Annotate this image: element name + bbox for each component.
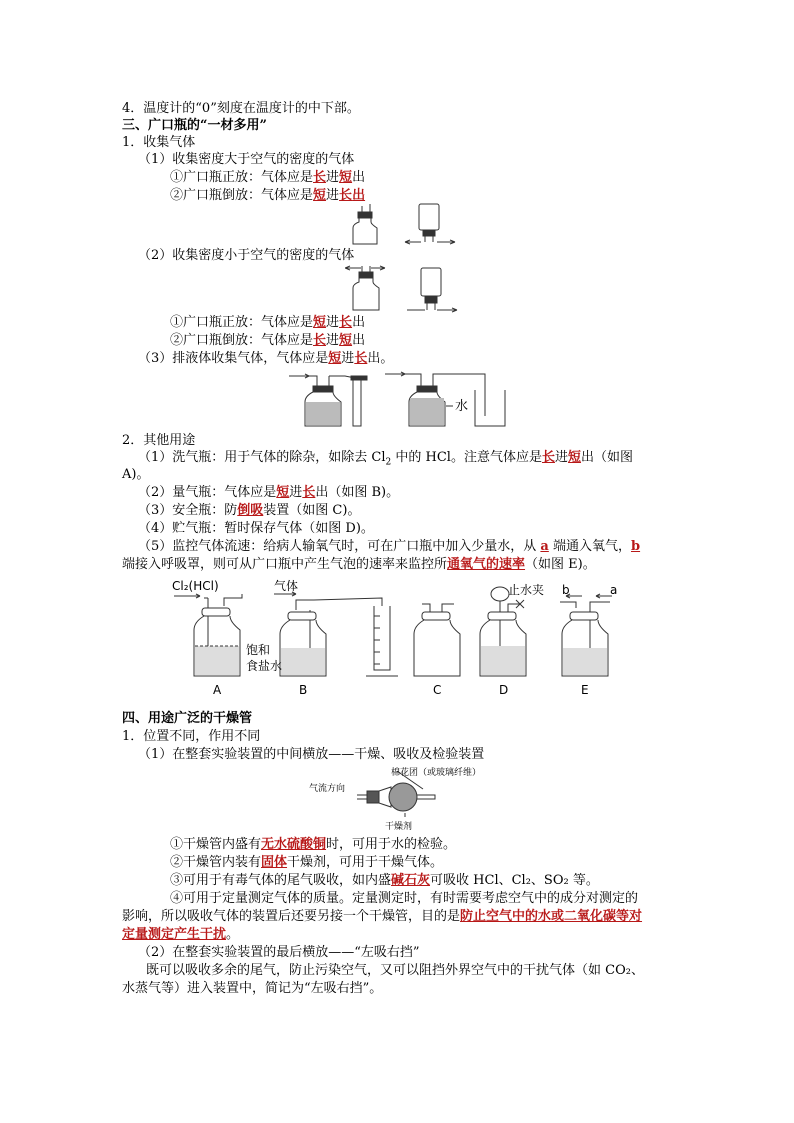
label-gas: 气体 (274, 579, 299, 593)
label-brine-2: 食盐水 (246, 659, 283, 673)
displacement-figure (285, 366, 515, 428)
fig-label-A: A (213, 683, 222, 697)
line-end-2: 水蒸气等）进入装置中，简记为“左吸右挡”。 (122, 981, 383, 996)
label-flow-direction: 气流方向 (309, 784, 346, 794)
line-upright-dense: ①广口瓶正放：气体应是长进短出 (170, 170, 366, 185)
fig-label-D: D (499, 683, 509, 697)
line-inverted-dense: ②广口瓶倒放：气体应是短进长出 (170, 188, 366, 203)
item-safety-bottle: （3）安全瓶：防倒吸装置（如图 C)。 (138, 503, 361, 518)
line-drying-3: ③可用于有毒气体的尾气吸收，如内盛碱石灰可吸收 HCl、Cl₂、SO₂ 等。 (170, 873, 599, 888)
bottle-figure-dense (345, 198, 465, 248)
subsection-position: 1．位置不同，作用不同 (122, 729, 261, 744)
bottle-figure-light (345, 260, 465, 320)
label-b: b (562, 583, 570, 597)
line-drying-1: ①干燥管内盛有无水硫酸铜时，可用于水的检验。 (170, 837, 457, 852)
subsection-other-uses: 2．其他用途 (122, 433, 196, 448)
section-heading-3: 三、广口瓶的“一材多用” (122, 118, 267, 133)
item-lighter-gas: （2）收集密度小于空气的密度的气体 (138, 248, 355, 263)
line-upright-light: ①广口瓶正放：气体应是短进长出 (170, 315, 366, 330)
item-denser-gas: （1）收集密度大于空气的密度的气体 (138, 152, 355, 167)
line-thermometer: 4．温度计的“0”刻度在温度计的中下部。 (122, 101, 360, 116)
item-wash-bottle-cont: A)。 (122, 467, 150, 482)
item-storage-bottle: （4）贮气瓶：暂时保存气体（如图 D)。 (138, 521, 374, 536)
line-drying-4a: ④可用于定量测定气体的质量。定量测定时，有时需要考虑空气中的成分对测定的 (170, 891, 639, 906)
fig-label-B: B (299, 683, 308, 697)
item-middle-horizontal: （1）在整套实验装置的中间横放——干燥、吸收及检验装置 (138, 747, 485, 762)
fig-label-E: E (581, 683, 589, 697)
drying-tube-figure (305, 765, 505, 833)
line-end-1: 既可以吸收多余的尾气，防止污染空气，又可以阻挡外界空气中的干扰气体（如 CO₂、 (146, 963, 644, 978)
subsection-collect-gas: 1．收集气体 (122, 135, 196, 150)
item-wash-bottle: （1）洗气瓶：用于气体的除杂，如除去 $Cl_2$ 中的 HCl。注意气体应是长进短出（如图 (138, 450, 634, 468)
bottle-uses-figure (170, 576, 630, 700)
line-drying-4c: 定量测定产生干扰。 (122, 927, 240, 942)
label-desiccant: 干燥剂 (385, 822, 413, 832)
label-clamp: 止水夹 (508, 583, 545, 597)
item-flow-monitor: （5）监控气体流速：给病人输氧气时，可在广口瓶中加入少量水，从 a 端通入氧气，b (138, 539, 641, 554)
line-drying-2: ②干燥管内装有固体干燥剂，可用于干燥气体。 (170, 855, 444, 870)
item-flow-monitor-cont: 端接入呼吸罩，则可从广口瓶中产生气泡的速率来监控所通氧气的速率（如图 E)。 (122, 557, 596, 572)
item-liquid-displacement: （3）排液体收集气体，气体应是短进长出。 (138, 351, 394, 366)
section-heading-4: 四、用途广泛的干燥管 (122, 711, 253, 726)
water-label: 水 (455, 399, 469, 414)
item-measure-bottle: （2）量气瓶：气体应是短进长出（如图 B)。 (138, 485, 400, 500)
fig-label-C: C (433, 683, 442, 697)
label-a: a (610, 583, 618, 597)
label-cl2-hcl: Cl₂(HCl) (172, 579, 219, 593)
label-cotton: 棉花团（或玻璃纤维） (391, 768, 482, 778)
line-inverted-light: ②广口瓶倒放：气体应是长进短出 (170, 333, 366, 348)
item-end-horizontal: （2）在整套实验装置的最后横放——“左吸右挡” (138, 945, 420, 960)
label-brine-1: 饱和 (246, 643, 271, 657)
line-drying-4b: 影响，所以吸收气体的装置后还要另接一个干燥管，目的是防止空气中的水或二氧化碳等对 (122, 909, 643, 924)
